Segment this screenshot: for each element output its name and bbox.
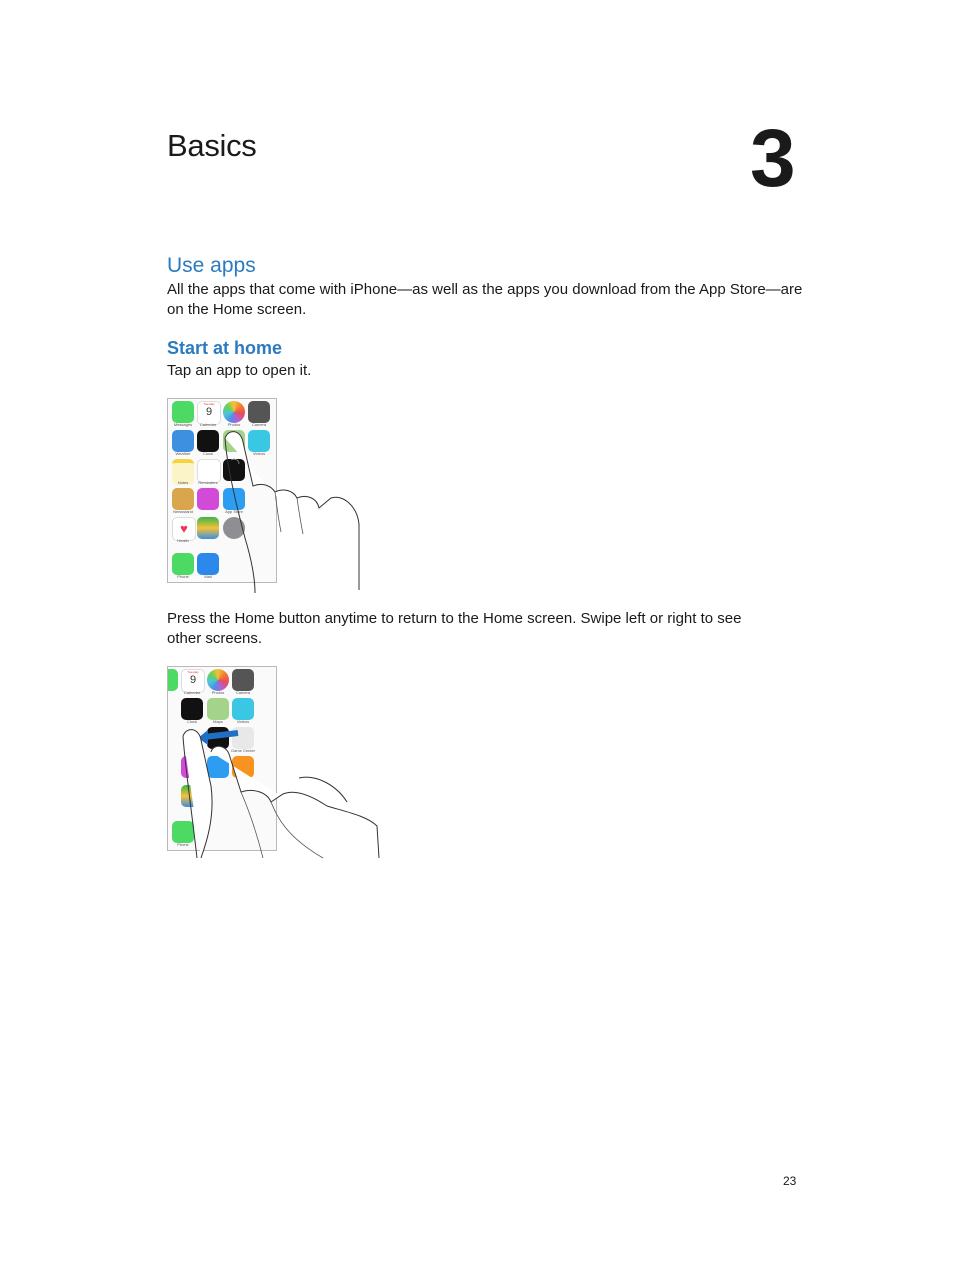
tapping-hand-illustration [167,398,367,593]
health-app-icon: ♥ [172,517,196,541]
phone-app-label: Phone [177,842,189,847]
calendar-app-label: Calendar [199,422,217,427]
page-number: 23 [783,1174,797,1188]
app-store-app-label: App Store [225,509,243,514]
home-button-instruction: Press the Home button anytime to return to the Home screen. Swipe left or right to see other screens. [167,610,742,647]
videos-app-label: Videos [236,719,250,724]
reminders-app-label: Reminders [198,480,218,485]
camera-app-label: Camera [251,422,267,427]
section-heading: Use apps [167,254,256,277]
messages-app-label: Messages [173,422,193,427]
calendar-date: 9 [189,674,197,686]
calendar-app-label: Calendar [183,690,201,695]
phone-app-label: Phone [177,574,189,579]
newsstand-app-label: Newsstand [173,509,193,514]
weather-app-label: Weather [175,451,191,456]
chapter-title: Basics [167,128,257,163]
calendar-day: Tuesday [187,670,199,674]
photos-app-label: Photos [227,422,241,427]
calendar-day: Tuesday [203,402,215,406]
game-center-app-label: Game Center [230,748,255,753]
mail-app-label: Mail [204,574,212,579]
health-app-label: Health [177,538,189,543]
maps-app-label: Maps [213,719,223,724]
subsection-heading: Start at home [167,338,283,358]
clock-app-label: Clock [202,451,213,456]
notes-app-label: Notes [177,480,189,485]
swiping-hand-illustration [167,666,387,861]
photos-app-label: Photos [211,690,225,695]
chapter-number: 3 [750,113,796,204]
clock-app-label: Clock [186,719,197,724]
intro-paragraph: All the apps that come with iPhone—as well as the apps you download from the App Store—are on the Home screen. [167,281,803,318]
calendar-date: 9 [205,406,213,418]
videos-app-label: Videos [252,451,266,456]
tap-instruction: Tap an app to open it. [167,362,312,379]
camera-app-label: Camera [235,690,251,695]
